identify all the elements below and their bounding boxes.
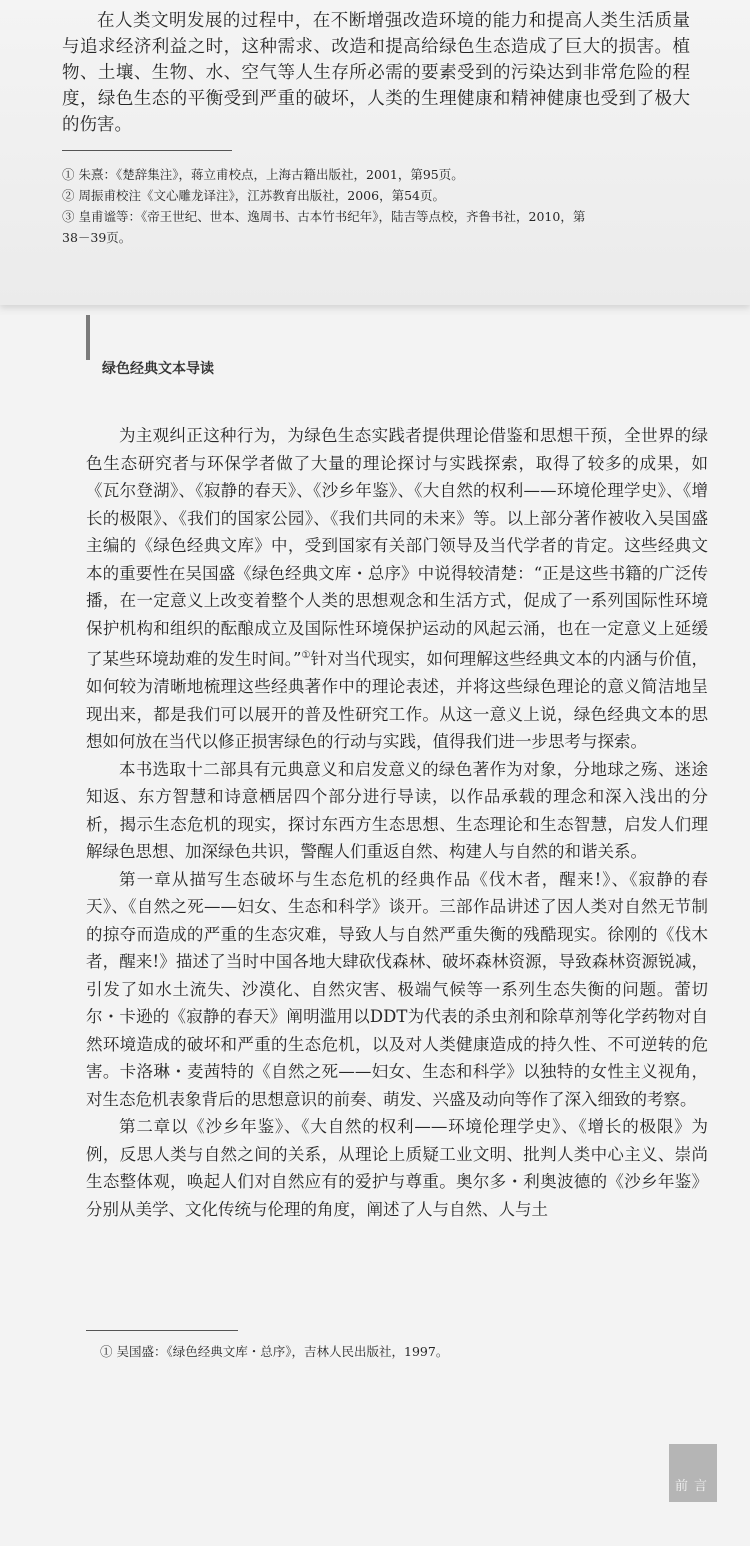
footnote-mark: ③: [62, 209, 75, 224]
footnote-mark: ②: [62, 188, 75, 203]
footnote-continuation: 38－39页。: [62, 230, 132, 245]
paragraph: [86, 422, 708, 756]
paragraph: 第二章以《沙乡年鉴》、《大自然的权利——环境伦理学史》、《增长的极限》为例，反思人类与自然之间的关系，从理论上质疑工业文明、批判人类中心主义、崇尚生态整体观，唤起人们对自然应有的爱护与尊重。奥尔多・利奥波德的《沙乡年鉴》分别从美学、文化传统与伦理的角度，阐述了人与自然、人与土: [86, 1117, 708, 1219]
section-tab: [669, 1444, 717, 1502]
section-tab-label: 前言: [675, 1479, 714, 1494]
paragraph-text: 针对当代现实，如何理解这些经典文本的内涵与价值，如何较为清晰地梳理这些经典著作中的理论表述，并将这些绿色理论的意义简洁地呈现出来，都是我们可以展开的普及性研究工作。从这一意义上说，绿色经典文本的思想如何放在当代以修正损害绿色的行动与实践，值得我们进一步思考与探索。: [86, 649, 709, 751]
bottom-footnote-rule: [86, 1330, 238, 1331]
top-footnote: [62, 185, 692, 206]
main-text: [86, 422, 708, 1223]
footnote-mark: ①: [62, 167, 75, 182]
top-footnote: [62, 206, 692, 248]
footnote-text: 朱熹：《楚辞集注》，蒋立甫校点，上海古籍出版社，2001，第95页。: [78, 167, 464, 182]
top-paragraph: 在人类文明发展的过程中，在不断增强改造环境的能力和提高人类生活质量与追求经济利益之时，这种需求、改造和提高给绿色生态造成了巨大的损害。植物、土壤、生物、水、空气等人生存所必需的要素受到的污染达到非常危险的程度，绿色生态的平衡受到严重的破坏，人类的生理健康和精神健康也受到了极大的伤害。: [62, 11, 690, 135]
paragraph: 第一章从描写生态破坏与生态危机的经典作品《伐木者，醒来!》、《寂静的春天》、《自然之死——妇女、生态和科学》谈开。三部作品讲述了因人类对自然无节制的掠夺而造成的严重的生态灾难，导致人与自然严重失衡的残酷现实。徐刚的《伐木者，醒来!》描述了当时中国各地大肆砍伐森林、破坏森林资源，导致森林资源锐减，引发了如水土流失、沙漠化、自然灾害、极端气候等一系列生态失衡的问题。蕾切尔・卡逊的《寂静的春天》阐明滥用以DDT为代表的杀虫剂和除草剂等化学药物对自然环境造成的破坏和严重的生态危机，以及对人类健康造成的持久性、不可逆转的危害。卡洛琳・麦茜特的《自然之死——妇女、生态和科学》以独特的女性主义视角，对生态危机表象背后的思想意识的前奏、萌发、兴盛及动向等作了深入细致的考察。: [86, 869, 708, 1109]
footnote-text: 周振甫校注《文心雕龙译注》，江苏教育出版社，2006，第54页。: [78, 188, 445, 203]
footnote-reference: ①: [301, 650, 311, 661]
top-footnotes: [62, 164, 692, 248]
running-head: 绿色经典文本导读: [102, 361, 214, 377]
bottom-footnote: [100, 1342, 448, 1360]
top-footnote-rule: [62, 150, 232, 151]
previous-page: [0, 0, 750, 305]
running-head-bar: [86, 315, 90, 360]
footnote-mark: ①: [100, 1344, 113, 1359]
top-footnote: [62, 164, 692, 185]
footnote-text: 皇甫谧等：《帝王世纪、世本、逸周书、古本竹书纪年》，陆吉等点校，齐鲁书社，2010，第: [78, 209, 586, 224]
footnote-text: 吴国盛：《绿色经典文库・总序》，吉林人民出版社，1997。: [116, 1344, 449, 1359]
paragraph: 本书选取十二部具有元典意义和启发意义的绿色著作为对象，分地球之殇、迷途知返、东方智慧和诗意栖居四个部分进行导读，以作品承载的理念和深入浅出的分析，揭示生态危机的现实，探讨东西方生态思想、生态理论和生态智慧，启发人们理解绿色思想、加深绿色共识，警醒人们重返自然、构建人与自然的和谐关系。: [86, 759, 708, 861]
paragraph-text: 为主观纠正这种行为，为绿色生态实践者提供理论借鉴和思想干预，全世界的绿色生态研究者与环保学者做了大量的理论探讨与实践探索，取得了较多的成果，如《瓦尔登湖》、《寂静的春天》、《沙乡年鉴》、《大自然的权利——环境伦理学史》、《增长的极限》、《我们的国家公园》、《我们共同的未来》等。以上部分著作被收入吴国盛主编的《绿色经典文库》中，受到国家有关部门领导及当代学者的肯定。这些经典文本的重要性在吴国盛《绿色经典文库・总序》中说得较清楚：“正是这些书籍的广泛传播，在一定意义上改变着整个人类的思想观念和生活方式，促成了一系列国际性环境保护机构和组织的酝酿成立及国际性环境保护运动的风起云涌，也在一定意义上延缓了某些环境劫难的发生时间。”: [86, 426, 708, 669]
